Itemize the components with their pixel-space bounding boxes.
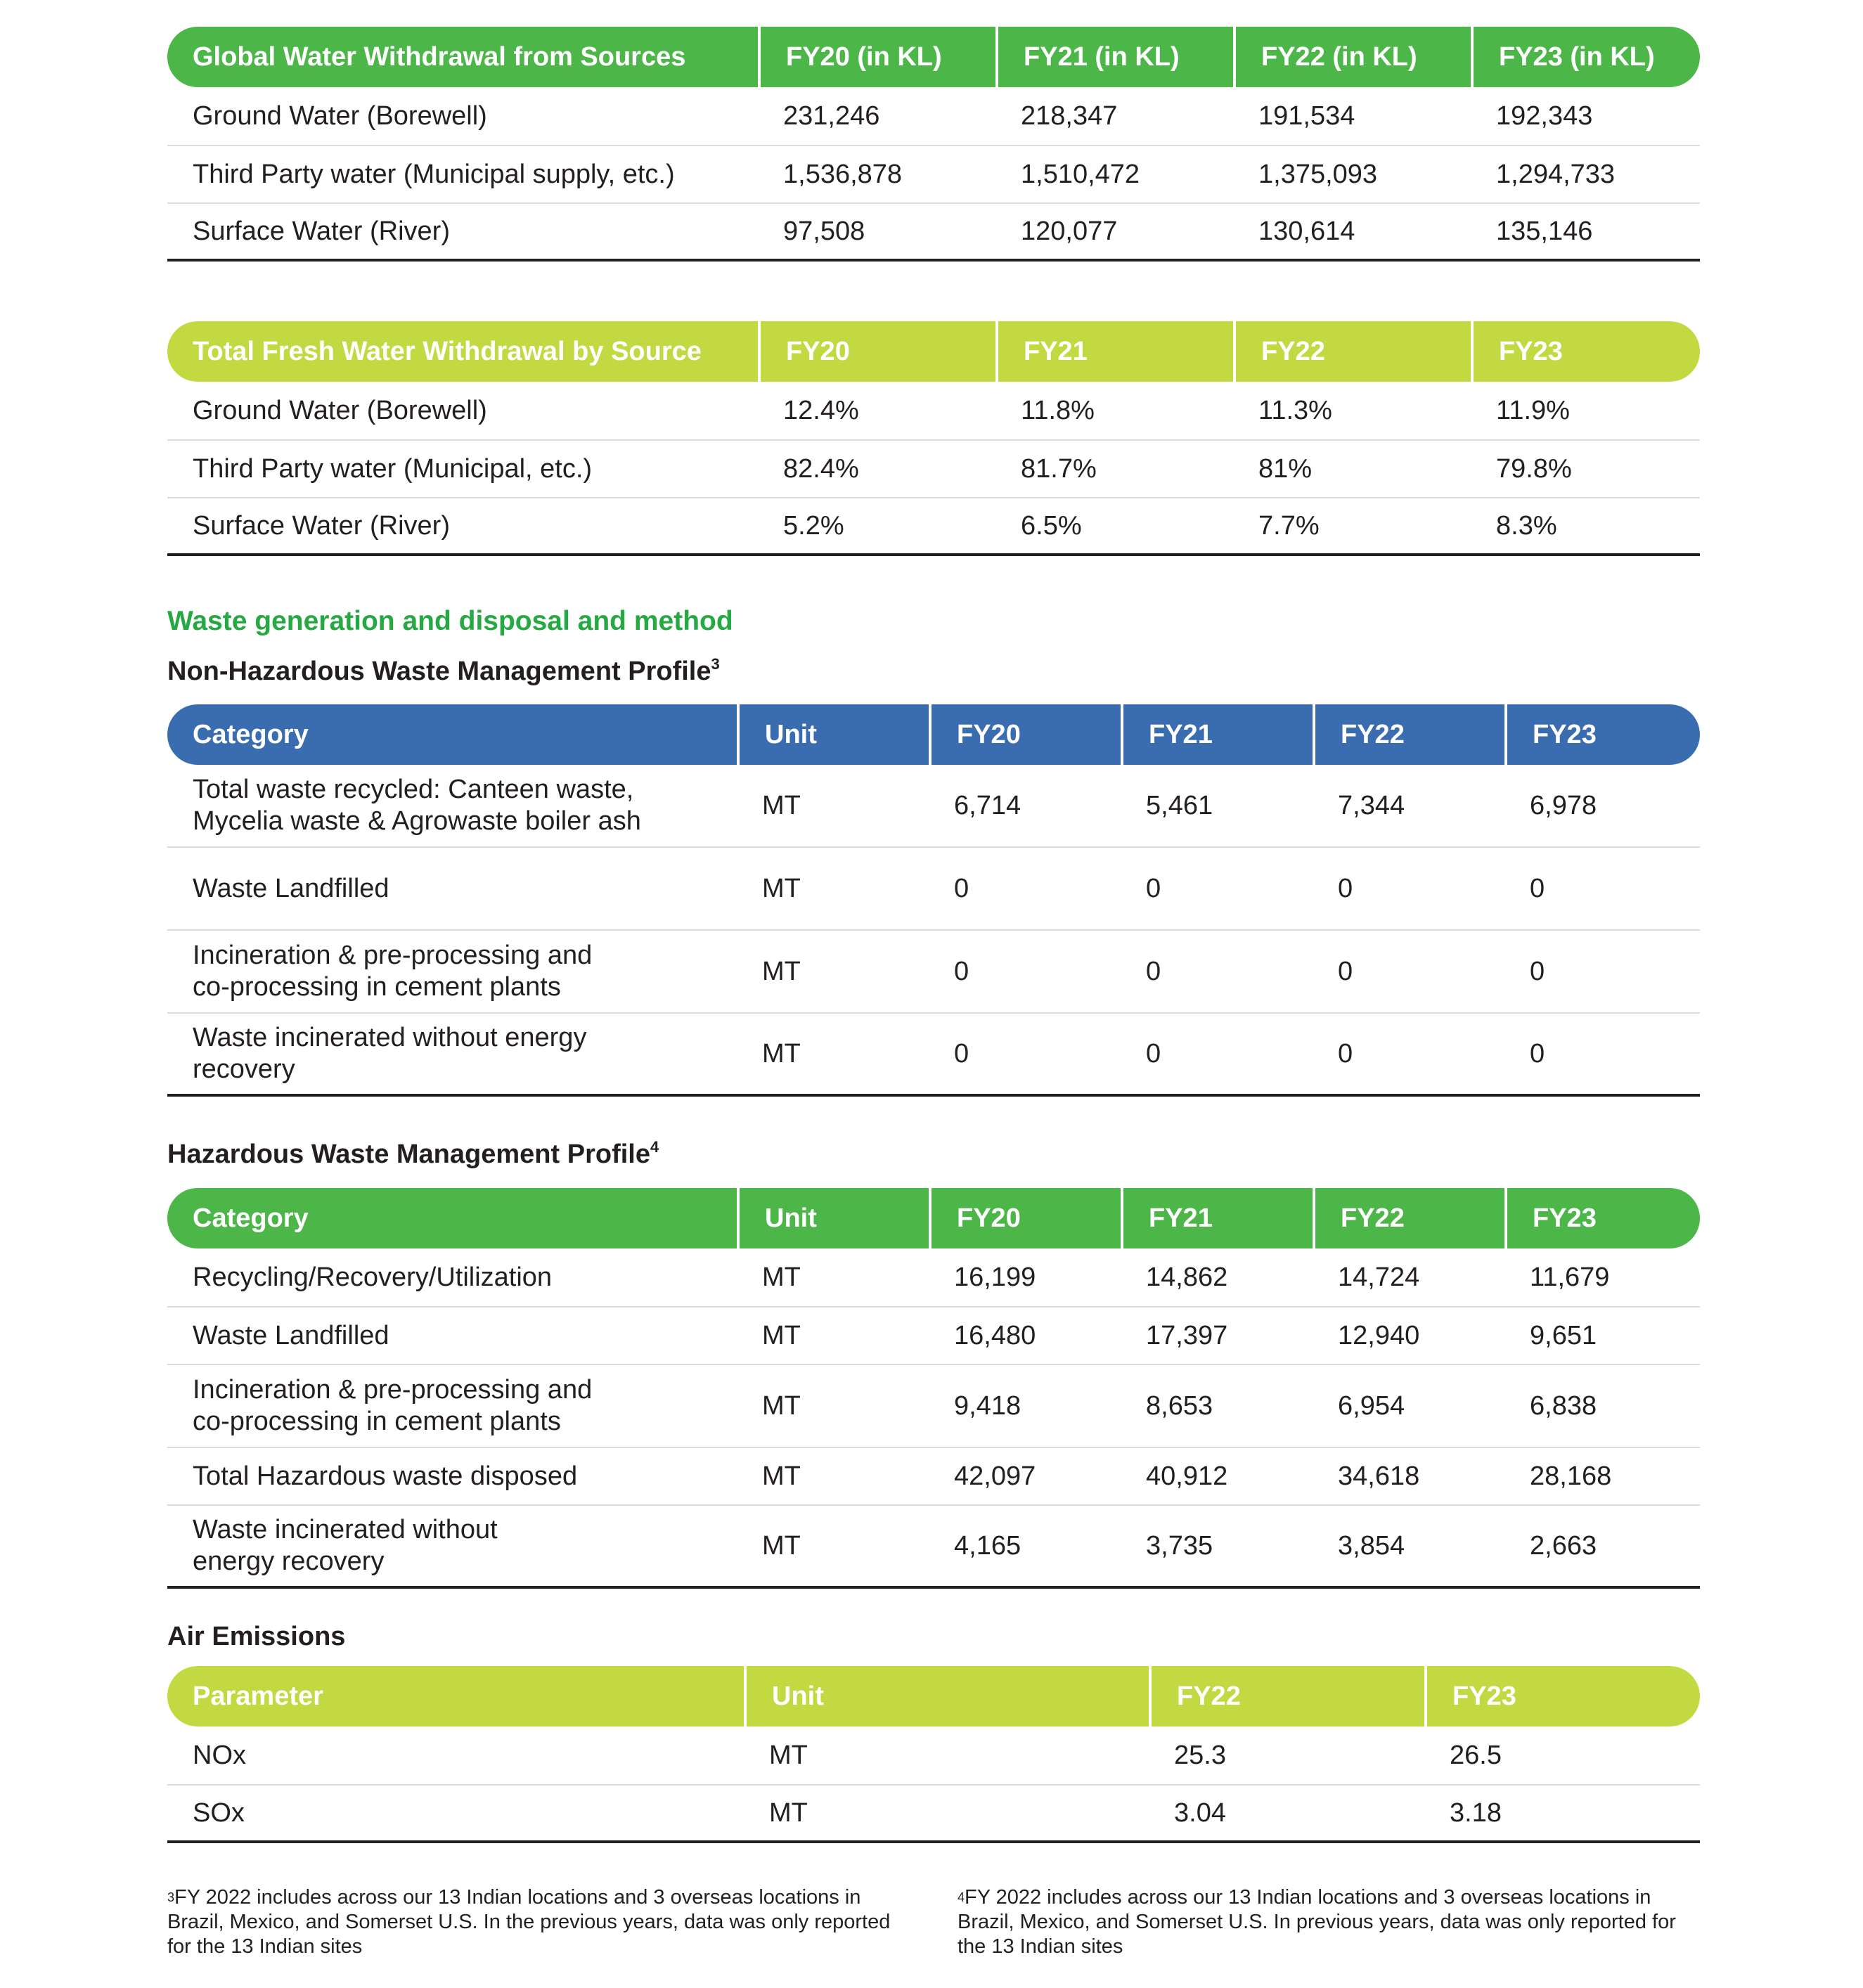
table-cell: 16,199 [954,1262,1036,1292]
table-cell: 79.8% [1496,453,1572,484]
table-cell: Surface Water (River) [193,510,450,541]
column-header: Global Water Withdrawal from Sources [193,42,686,72]
table-cell: 0 [1146,873,1161,903]
table-row [167,931,1700,1014]
table-cell: 3,854 [1338,1530,1405,1561]
table-cell: 34,618 [1338,1461,1420,1491]
table-cell: 7.7% [1258,510,1320,541]
table-cell: Waste Landfilled [193,873,389,903]
table-cell: 12,940 [1338,1320,1420,1350]
table-header [167,1666,1700,1726]
footnote-ref: 4 [650,1138,659,1156]
table-cell: 120,077 [1021,216,1118,246]
table-cell: MT [762,790,801,820]
table-cell: 191,534 [1258,101,1355,131]
table-cell: 42,097 [954,1461,1036,1491]
table-header [167,704,1700,765]
column-header: Unit [737,704,929,765]
waste-section-title: Waste generation and disposal and method [167,606,733,636]
table-cell: 1,294,733 [1496,159,1616,189]
fresh-water-table [167,321,1700,556]
table-cell: 5,461 [1146,790,1213,820]
table-row [167,1308,1700,1365]
table-row [167,441,1700,498]
table-header [167,321,1700,382]
table-row [167,382,1700,441]
column-header: FY20 [929,704,1121,765]
table-row [167,87,1700,146]
footnote-3: $^3$FY 2022 includes across our 13 Indian locations and 3 overseas locations in Brazil, Mexico, and Somerset U.S. In the previous years, data was only reported for the 13 Indian sites [167,1886,891,1958]
table-header [167,27,1700,87]
table-row [167,204,1700,262]
table-row [167,498,1700,556]
column-header: FY23 (in KL) [1471,27,1700,87]
column-header: FY22 [1313,1188,1504,1248]
table-cell: 11.3% [1258,395,1332,425]
table-cell: Total Hazardous waste disposed [193,1461,578,1491]
table-row [167,146,1700,204]
table-cell: 135,146 [1496,216,1593,246]
table-cell: Surface Water (River) [193,216,450,246]
table-cell: 97,508 [783,216,865,246]
column-header: FY21 (in KL) [995,27,1233,87]
air-emissions-table [167,1666,1700,1843]
table-row [167,1448,1700,1506]
table-cell: Incineration & pre-processing and co-processing in cement plants [193,941,593,1002]
column-header: FY23 [1504,704,1700,765]
hazardous-title: Hazardous Waste Management Profile$^4$ [167,1138,659,1169]
table-cell: 8,653 [1146,1390,1213,1421]
table-cell: 81% [1258,453,1313,484]
table-cell: 2,663 [1530,1530,1597,1561]
column-header: Parameter [193,1682,323,1711]
table-cell: 192,343 [1496,101,1593,131]
column-header: FY23 [1504,1188,1700,1248]
non-hazardous-title: Non-Hazardous Waste Management Profile$^3$ [167,655,720,686]
column-header: FY20 (in KL) [758,27,995,87]
table-cell: 0 [1146,956,1161,986]
table-header [167,1188,1700,1248]
table-cell: 6,954 [1338,1390,1405,1421]
table-cell: 0 [954,956,969,986]
table-cell: MT [762,1038,801,1069]
table-cell: Waste incinerated without energy recovery [193,1515,498,1576]
table-cell: 9,651 [1530,1320,1597,1350]
table-cell: 82.4% [783,453,859,484]
table-cell: 3,735 [1146,1530,1213,1561]
table-cell: 14,862 [1146,1262,1228,1292]
table-cell: 1,510,472 [1021,159,1140,189]
table-cell: 12.4% [783,395,859,425]
hazardous-table [167,1188,1700,1589]
column-header: Unit [744,1666,1149,1726]
table-cell: 1,536,878 [783,159,903,189]
table-cell: 9,418 [954,1390,1021,1421]
table-row [167,848,1700,931]
table-cell: MT [762,1320,801,1350]
footnote-4: $^4$FY 2022 includes across our 13 Indian locations and 3 overseas locations in Brazil, Mexico, and Somerset U.S. In previous years, data was only reported for the 13 Indian sites [958,1886,1676,1958]
table-cell: 6.5% [1021,510,1082,541]
table-cell: 0 [954,873,969,903]
column-header: FY23 [1471,321,1700,382]
table-cell: 28,168 [1530,1461,1612,1491]
table-cell: 8.3% [1496,510,1557,541]
table-cell: 14,724 [1338,1262,1420,1292]
column-header: Category [193,1203,309,1233]
column-header: FY22 [1233,321,1471,382]
table-cell: Third Party water (Municipal supply, etc.) [193,159,675,189]
column-header: FY23 [1424,1666,1700,1726]
table-cell: 231,246 [783,101,880,131]
table-row [167,1726,1700,1786]
table-row [167,1786,1700,1843]
column-header: FY21 [1121,1188,1313,1248]
table-cell: 5.2% [783,510,844,541]
table-cell: Total waste recycled: Canteen waste, Mycelia waste & Agrowaste boiler ash [193,775,641,836]
table-cell: 3.04 [1174,1797,1226,1828]
table-cell: 0 [1338,956,1353,986]
table-cell: 0 [1530,873,1545,903]
table-row [167,1506,1700,1589]
table-cell: 26.5 [1450,1740,1502,1770]
table-row [167,765,1700,848]
table-cell: 6,838 [1530,1390,1597,1421]
table-cell: MT [762,873,801,903]
non-hazardous-table [167,704,1700,1097]
table-cell: 130,614 [1258,216,1355,246]
table-cell: 11,679 [1530,1262,1610,1292]
table-cell: Waste Landfilled [193,1320,389,1350]
air-emissions-title: Air Emissions [167,1622,346,1651]
table-cell: MT [769,1797,808,1828]
footnote-ref: 3 [711,655,720,673]
column-header: FY22 [1313,704,1504,765]
table-cell: MT [769,1740,808,1770]
column-header: Category [193,720,309,749]
table-cell: 0 [1530,956,1545,986]
table-cell: 6,714 [954,790,1021,820]
table-cell: 0 [1338,1038,1353,1069]
table-row [167,1014,1700,1097]
table-cell: Ground Water (Borewell) [193,101,487,131]
table-cell: 81.7% [1021,453,1097,484]
table-cell: MT [762,1530,801,1561]
table-cell: 3.18 [1450,1797,1502,1828]
column-header: FY22 [1149,1666,1424,1726]
table-cell: NOx [193,1740,246,1770]
column-header: Total Fresh Water Withdrawal by Source [193,337,702,366]
table-cell: 7,344 [1338,790,1405,820]
table-cell: MT [762,956,801,986]
water-withdrawal-table [167,27,1700,262]
table-cell: Waste incinerated without energy recovery [193,1023,587,1084]
table-cell: Third Party water (Municipal, etc.) [193,453,593,484]
column-header: FY22 (in KL) [1233,27,1471,87]
table-row [167,1365,1700,1448]
table-cell: 25.3 [1174,1740,1226,1770]
column-header: Unit [737,1188,929,1248]
table-cell: 0 [954,1038,969,1069]
table-cell: 40,912 [1146,1461,1228,1491]
table-cell: Ground Water (Borewell) [193,395,487,425]
table-cell: 0 [1146,1038,1161,1069]
table-cell: 17,397 [1146,1320,1228,1350]
table-cell: 0 [1530,1038,1545,1069]
table-cell: 1,375,093 [1258,159,1378,189]
table-cell: MT [762,1461,801,1491]
table-cell: Incineration & pre-processing and co-processing in cement plants [193,1375,593,1436]
table-cell: 11.9% [1496,395,1570,425]
column-header: FY21 [1121,704,1313,765]
table-cell: 218,347 [1021,101,1118,131]
table-cell: MT [762,1262,801,1292]
table-cell: 16,480 [954,1320,1036,1350]
table-cell: MT [762,1390,801,1421]
table-cell: 11.8% [1021,395,1095,425]
table-row [167,1248,1700,1308]
table-cell: 0 [1338,873,1353,903]
column-header: FY21 [995,321,1233,382]
column-header: FY20 [758,321,995,382]
table-cell: SOx [193,1797,245,1828]
table-cell: 4,165 [954,1530,1021,1561]
table-cell: 6,978 [1530,790,1597,820]
column-header: FY20 [929,1188,1121,1248]
table-cell: Recycling/Recovery/Utilization [193,1262,553,1292]
